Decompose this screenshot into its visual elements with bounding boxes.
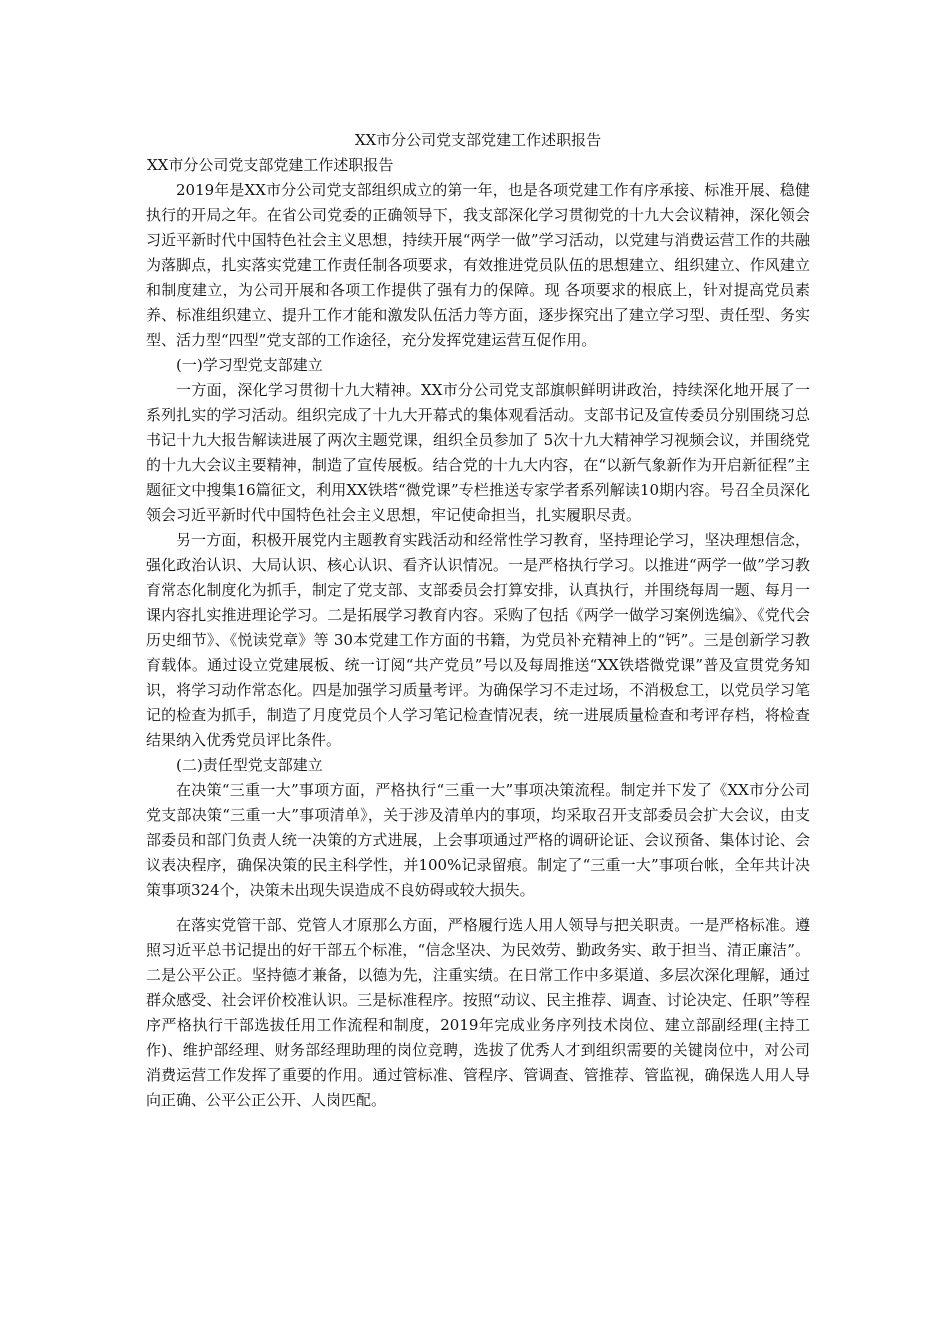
section-heading-learning: (一)学习型党支部建立 [176, 356, 323, 374]
section2-paragraph-1: 在决策“三重一大”事项方面，严格执行“三重一大”事项决策流程。制定并下发了《XX市分公司党支部决策“三重一大”事项清单》，关于涉及清单内的事项，均采取召开支部委员会扩大会议，由支部委员和部门负责人统一决策的方式进展，上会事项通过严格的调研论证、会议预备、集体讨论、会议表决程序，确保决策的民主科学性，并100%记录留痕。制定了“三重一大”事项台帐，全年共计决策事项324个，决策未出现失误造成不良妨碍或较大损失。 [146, 781, 810, 899]
section-heading-responsibility: (二)责任型党支部建立 [176, 756, 323, 774]
document-title: XX市分公司党支部党建工作述职报告 [354, 131, 602, 149]
section1-paragraph-2: 另一方面，积极开展党内主题教育实践活动和经常性学习教育，坚持理论学习，坚决理想信念，强化政治认识、大局认识、核心认识、看齐认识情况。一是严格执行学习。以推进“两学一做”学习教育常态化制度化为抓手，制定了党支部、支部委员会打算安排，认真执行，并围绕每周一题、每月一课内容扎实推进理论学习。二是拓展学习教育内容。采购了包括《两学一做学习案例选编》、《党代会历史细节》、《悦读党章》等 30本党建工作方面的书籍，为党员补充精神上的“钙”。三是创新学习教育载体。通过设立党建展板、统一订阅“共产党员”号以及每周推送“XX铁塔微党课”普及宣贯党务知识，将学习动作常态化。四是加强学习质量考评。为确保学习不走过场，不消极怠工，以党员学习笔记的检查为抓手，制造了月度党员个人学习笔记检查情况表，统一进展质量检查和考评存档，将检查结果纳入优秀党员评比条件。 [146, 531, 810, 749]
section2-paragraph-2: 在落实党管干部、党管人才原那么方面，严格履行选人用人领导与把关职责。一是严格标准。遵照习近平总书记提出的好干部五个标准，“信念坚决、为民效劳、勤政务实、敢于担当、清正廉洁”。 二是公平公正。坚持德才兼备，以德为先，注重实绩。在日常工作中多渠道、多层次深化理解，通过群众感受、社会评价校准认识。三是标准程序。按照“动议、民主推荐、调查、讨论决定、任职”等程序严格执行干部选拔任用工作流程和制度，2019年完成业务序列技术岗位、建立部副经理(主持工作)、维护部经理、财务部经理助理的岗位竞聘，选拔了优秀人才到组织需要的关键岗位中，对公司消费运营工作发挥了重要的作用。通过管标准、管程序、管调查、管推荐、管监视，确保选人用人导向正确、公平公正公开、人岗匹配。 [146, 916, 810, 1109]
intro-paragraph: 2019年是XX市分公司党支部组织成立的第一年，也是各项党建工作有序承接、标准开展、稳健执行的开局之年。在省公司党委的正确领导下，我支部深化学习贯彻党的十九大会议精神，深化领会习近平新时代中国特色社会主义思想，持续开展“两学一做”学习活动，以党建与消费运营工作的共融为落脚点，扎实落实党建工作责任制各项要求，有效推进党员队伍的思想建立、组织建立、作风建立和制度建立，为公司开展和各项工作提供了强有力的保障。现 各项要求的根底上，针对提高党员素养、标准组织建立、提升工作才能和激发队伍活力等方面，逐步探究出了建立学习型、责任型、务实型、活力型“四型”党支部的工作途径，充分发挥党建运营互促作用。 [146, 181, 810, 349]
document-subtitle: XX市分公司党支部党建工作述职报告 [147, 156, 394, 174]
document-page [146, 128, 810, 1113]
section1-paragraph-1: 一方面，深化学习贯彻十九大精神。XX市分公司党支部旗帜鲜明讲政治，持续深化地开展了一系列扎实的学习活动。组织完成了十九大开幕式的集体观看活动。支部书记及宣传委员分别围绕习总书记十九大报告解读进展了两次主题党课，组织全员参加了 5次十九大精神学习视频会议，并围绕党的十九大会议主要精神，制造了宣传展板。结合党的十九大内容，在“以新气象新作为开启新征程”主题征文中搜集16篇征文，利用XX铁塔“微党课”专栏推送专家学者系列解读10期内容。号召全员深化领会习近平新时代中国特色社会主义思想，牢记使命担当，扎实履职尽责。 [146, 381, 810, 524]
